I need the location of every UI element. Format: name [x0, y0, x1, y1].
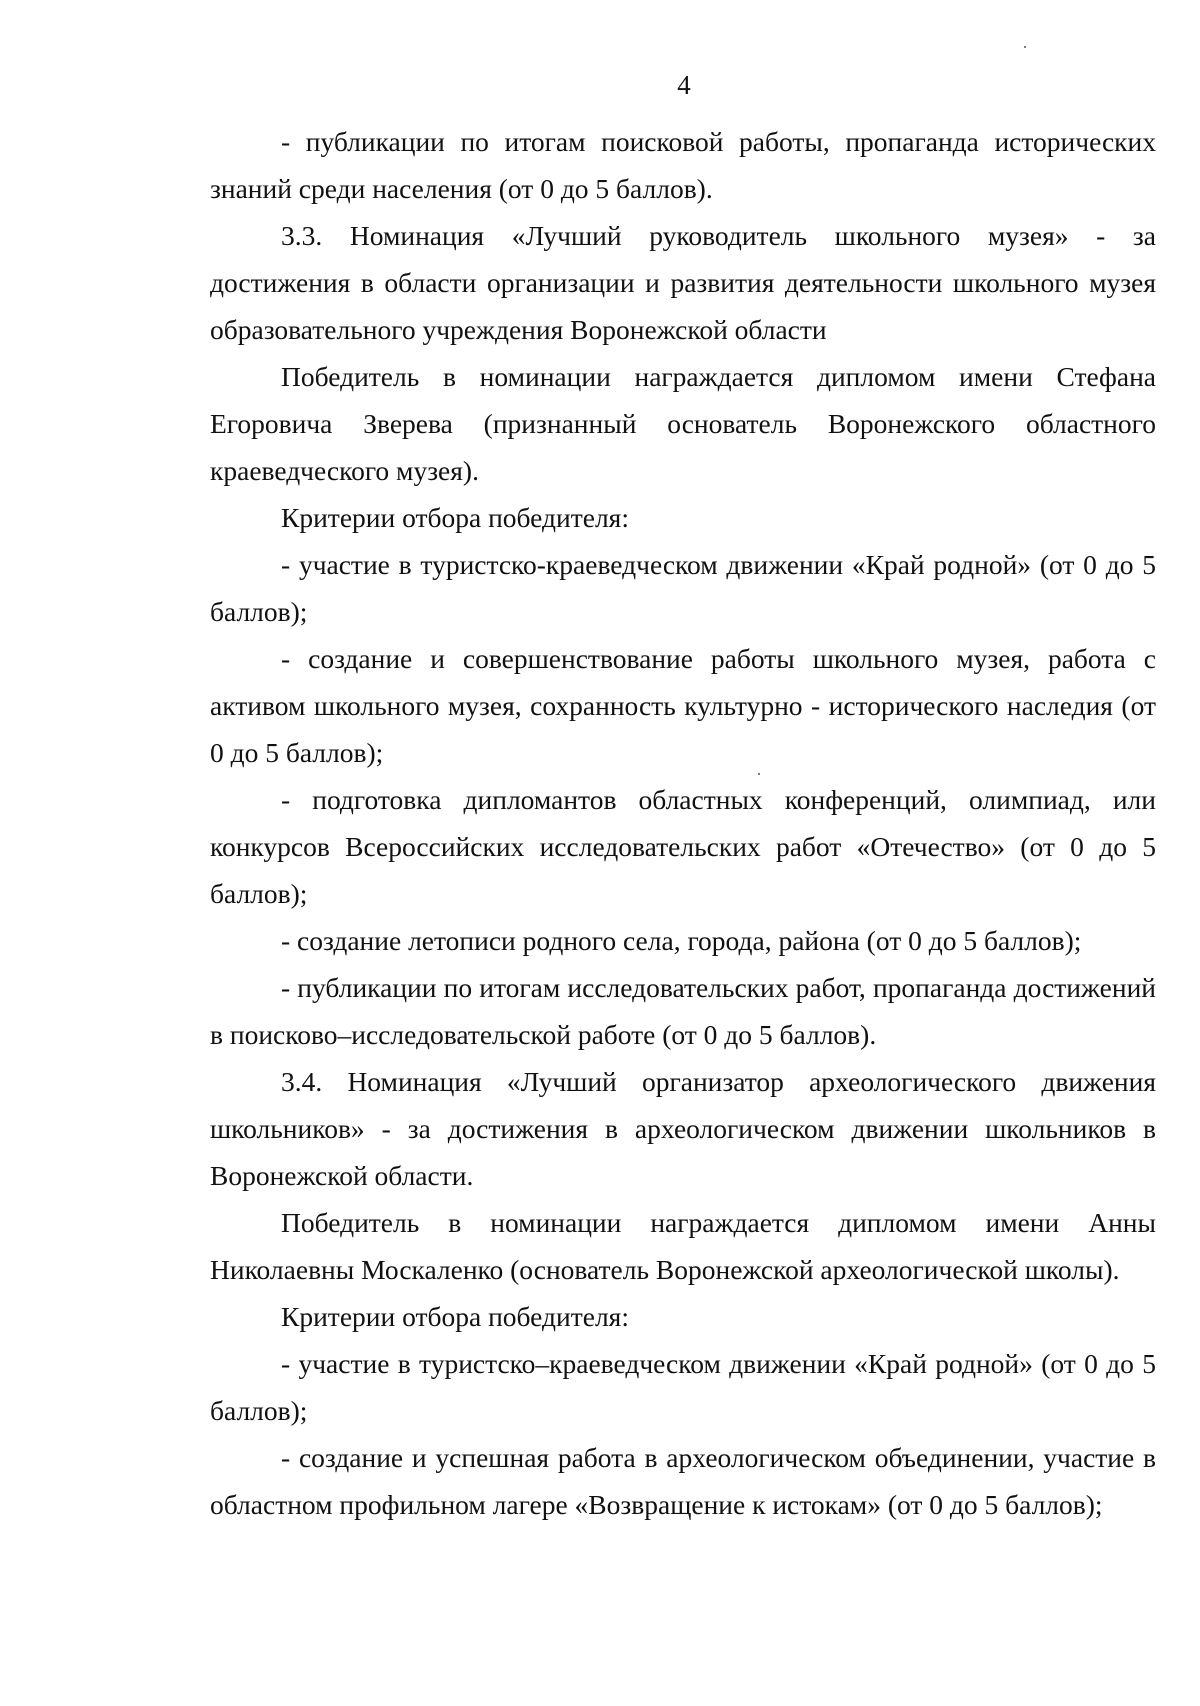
paragraph-publications-criterion: - публикации по итогам поисковой работы, пропаганда исторических знаний среди населения (от 0 до 5 баллов).: [210, 126, 1156, 204]
paragraph-nomination-3-4: 3.4. Номинация «Лучший организатор археологического движения школьников» - за достижения в археологическом движении школьников в Воронежской области.: [210, 1066, 1156, 1191]
paragraph-criterion-research-publications: - публикации по итогам исследовательских работ, пропаганда достижений в поисково–исследовательской работе (от 0 до 5 баллов).: [210, 972, 1156, 1050]
paragraph-criterion-chronicle: - создание летописи родного села, города, района (от 0 до 5 баллов);: [281, 925, 1082, 956]
page-number: 4: [677, 70, 691, 100]
paragraph-selection-criteria-heading: Критерии отбора победителя:: [281, 502, 629, 533]
document-body: [210, 118, 1156, 1528]
paragraph-winner-diploma-moskalenko: Победитель в номинации награждается дипломом имени Анны Николаевны Москаленко (основатель Воронежской археологической школы).: [210, 1207, 1156, 1285]
scan-speck: [1024, 46, 1026, 48]
paragraph-nomination-3-3: 3.3. Номинация «Лучший руководитель школьного музея» - за достижения в области организации и развития деятельности школьного музея образовательного учреждения Воронежской области: [210, 220, 1156, 345]
paragraph-criterion-participation: - участие в туристско–краеведческом движении «Край родной» (от 0 до 5 баллов);: [210, 1348, 1156, 1426]
paragraph-criterion-diploma-preparation: - подготовка дипломантов областных конференций, олимпиад, или конкурсов Всероссийских исследовательских работ «Отечество» (от 0 до 5 баллов);: [210, 784, 1156, 909]
paragraph-criterion-museum-work: - создание и совершенствование работы школьного музея, работа с активом школьного музея, сохранность культурно - исторического наследия (от 0 до 5 баллов);: [210, 643, 1156, 768]
paragraph-selection-criteria-heading: Критерии отбора победителя:: [281, 1301, 629, 1332]
paragraph-criterion-participation: - участие в туристско-краеведческом движении «Край родной» (от 0 до 5 баллов);: [210, 549, 1156, 627]
paragraph-winner-diploma-zverev: Победитель в номинации награждается дипломом имени Стефана Егоровича Зверева (признанный основатель Воронежского областного краеведческого музея).: [210, 361, 1156, 486]
paragraph-criterion-archaeology-work: - создание и успешная работа в археологическом объединении, участие в областном профильном лагере «Возвращение к истокам» (от 0 до 5 баллов);: [210, 1442, 1156, 1520]
